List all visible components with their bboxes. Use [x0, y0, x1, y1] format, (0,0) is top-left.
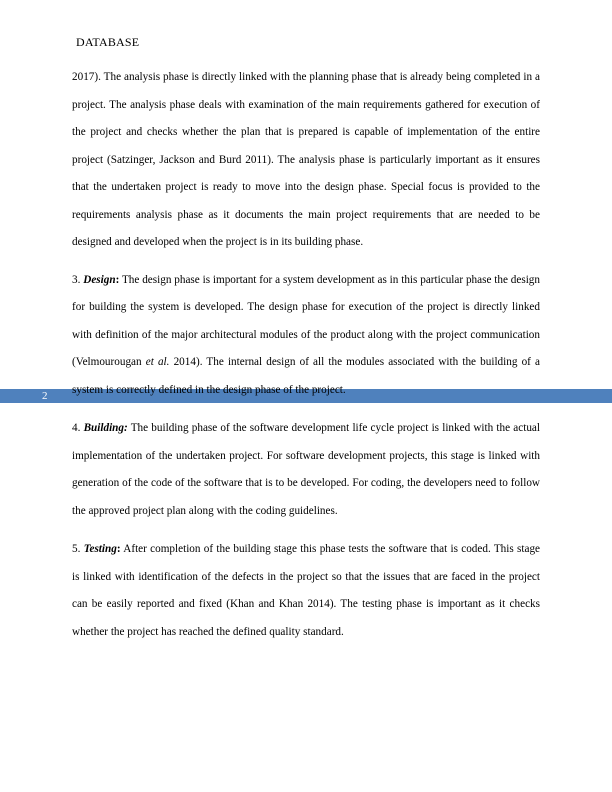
section-label-design: Design [83, 273, 116, 286]
document-body [72, 64, 540, 657]
section-label-building: Building: [83, 422, 128, 434]
paragraph-design [72, 267, 540, 405]
paragraph-text: The building phase of the software development life cycle project is linked with the actual implementation of the undertaken project. For software development projects, this stage is linked with generation of the code of the software that is to be developed. For coding, the developers need to follow the approved project plan along with the coding guidelines. [72, 422, 540, 517]
section-label-testing: Testing [83, 543, 117, 555]
citation-italic: et al. [145, 356, 170, 368]
paragraph-text: After completion of the building stage this phase tests the software that is coded. This stage is linked with identification of the defects in the project so that the issues that are faced in the project can be easily reported and fixed (Khan and Khan 2014). The testing phase is important as it checks whether the project has reached the defined quality standard. [72, 543, 541, 638]
list-number: 3. [72, 273, 84, 286]
list-number: 5. [72, 543, 84, 555]
label-colon: : [116, 543, 121, 555]
page-number: 2 [42, 390, 48, 402]
paragraph-analysis-continued: 2017). The analysis phase is directly linked with the planning phase that is already being completed in a project. The analysis phase deals with examination of the main requirements gathered for execution of the project and checks whether the plan that is prepared is capable of implementation of the entire project (Satzinger, Jackson and Burd 2011). The analysis phase is particularly important as it ensures that the undertaken project is ready to move into the design phase. Special focus is provided to the requirements analysis phase as it documents the main project requirements that are needed to be designed and developed when the project is in its building phase. [72, 71, 540, 248]
label-colon: : [115, 273, 120, 286]
paragraph-text: 2014). The internal design of all the modules associated with the building of a system is correctly defined in the design phase of the project. [72, 356, 541, 396]
paragraph-text: The design phase is important for a system development as in this particular phase the design for building the system is developed. The design phase for execution of the project is directly linked with definition of the major architectural modules of the product along with the project communication (Velmourougan [72, 273, 540, 368]
list-number: 4. [72, 422, 84, 434]
paragraph-testing [72, 536, 540, 646]
running-header: DATABASE [76, 35, 140, 49]
paragraph-building [72, 415, 540, 525]
